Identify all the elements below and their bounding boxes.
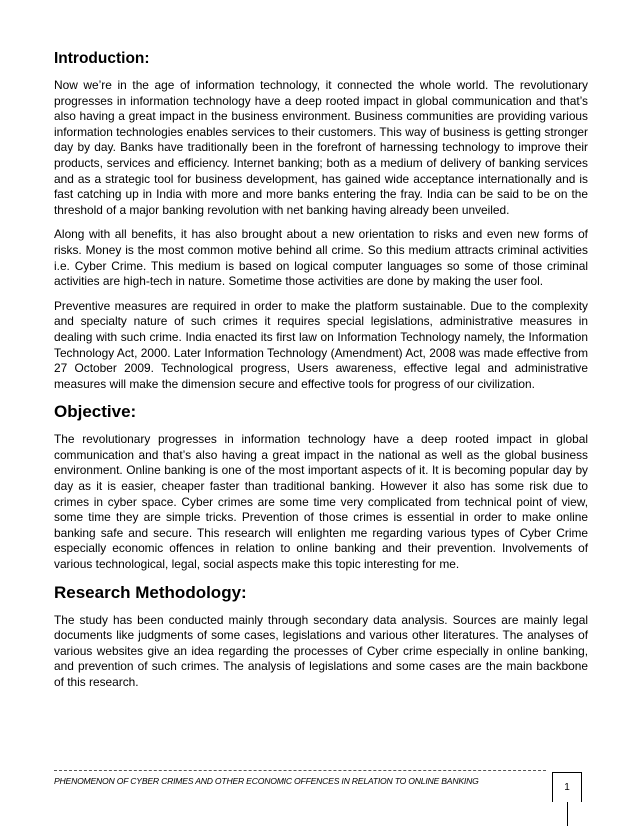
page-number-stem	[567, 802, 568, 826]
document-body	[54, 50, 588, 700]
introduction-paragraph-2: Along with all benefits, it has also brought about a new orientation to risks and even new forms of risks. Money is the most common motive behind all crime. So this medium attracts criminal activities i.e. Cyber Crime. This medium is based on logical computer languages so some of those criminal activities are high-tech in nature. Sometime those activities are done by making the user fool.	[54, 227, 588, 289]
introduction-paragraph-1: Now we’re in the age of information technology, it connected the whole world. The revolutionary progresses in information technology have a deep rooted impact in global communication and that’s also having a great impact in the business environment. Business communities are providing various information technologies enables services to their customers. This way of business is getting stronger day by day. Banks have traditionally been in the forefront of harnessing technology to improve their products, services and efficiency. Internet banking; both as a medium of delivery of banking services and as a strategic tool for business development, has gained wide acceptance internationally and is fast catching up in India with more and more banks entering the fray. India can be said to be on the threshold of a major banking revolution with net banking having already been unveiled.	[54, 78, 588, 217]
introduction-paragraph-3: Preventive measures are required in order to make the platform sustainable. Due to the complexity and specialty nature of such crimes it requires special legislations, administrative measures in dealing with such crime. India enacted its first law on Information Technology namely, the Information Technology Act, 2000. Later Information Technology (Amendment) Act, 2008 was made effective from 27 October 2009. Technological progress, Users awareness, effective legal and administrative measures will make the dimension secure and effective tools for progress of our civilization.	[54, 298, 588, 391]
running-title: PHENOMENON OF CYBER CRIMES AND OTHER ECONOMIC OFFENCES IN RELATION TO ONLINE BANKING	[54, 776, 479, 786]
footer-divider	[54, 770, 546, 771]
objective-paragraph: The revolutionary progresses in information technology have a deep rooted impact in global communication and that’s also having a great impact in the national as well as the global business environment. Online banking is one of the most important aspects of it. It is becoming popular day by day as it is easier, cheaper faster than traditional banking. However it also has some risk due to crimes in cyber space. Cyber crimes are some time very complicated from technical point of view, some time they are simple tricks. Prevention of those crimes is essential in order to make online banking safe and secure. This research will enlighten me regarding various types of Cyber Crime especially economic offences in relation to online banking and their prevention. Involvements of various technological, legal, social aspects make this topic interesting for me.	[54, 432, 588, 572]
page-number: 1	[552, 772, 582, 802]
methodology-heading: Research Methodology:	[54, 582, 247, 602]
objective-section	[54, 402, 588, 572]
methodology-paragraph: The study has been conducted mainly through secondary data analysis. Sources are mainly legal documents like judgments of some cases, legislations and various other literatures. The analyses of various websites give an idea regarding the processes of Cyber crime especially in online banking, and prevention of such crimes. The analysis of legislations and some cases are the main backbone of this research.	[54, 612, 588, 689]
introduction-heading: Introduction:	[54, 50, 150, 67]
methodology-section	[54, 583, 588, 691]
objective-heading: Objective:	[54, 402, 137, 422]
